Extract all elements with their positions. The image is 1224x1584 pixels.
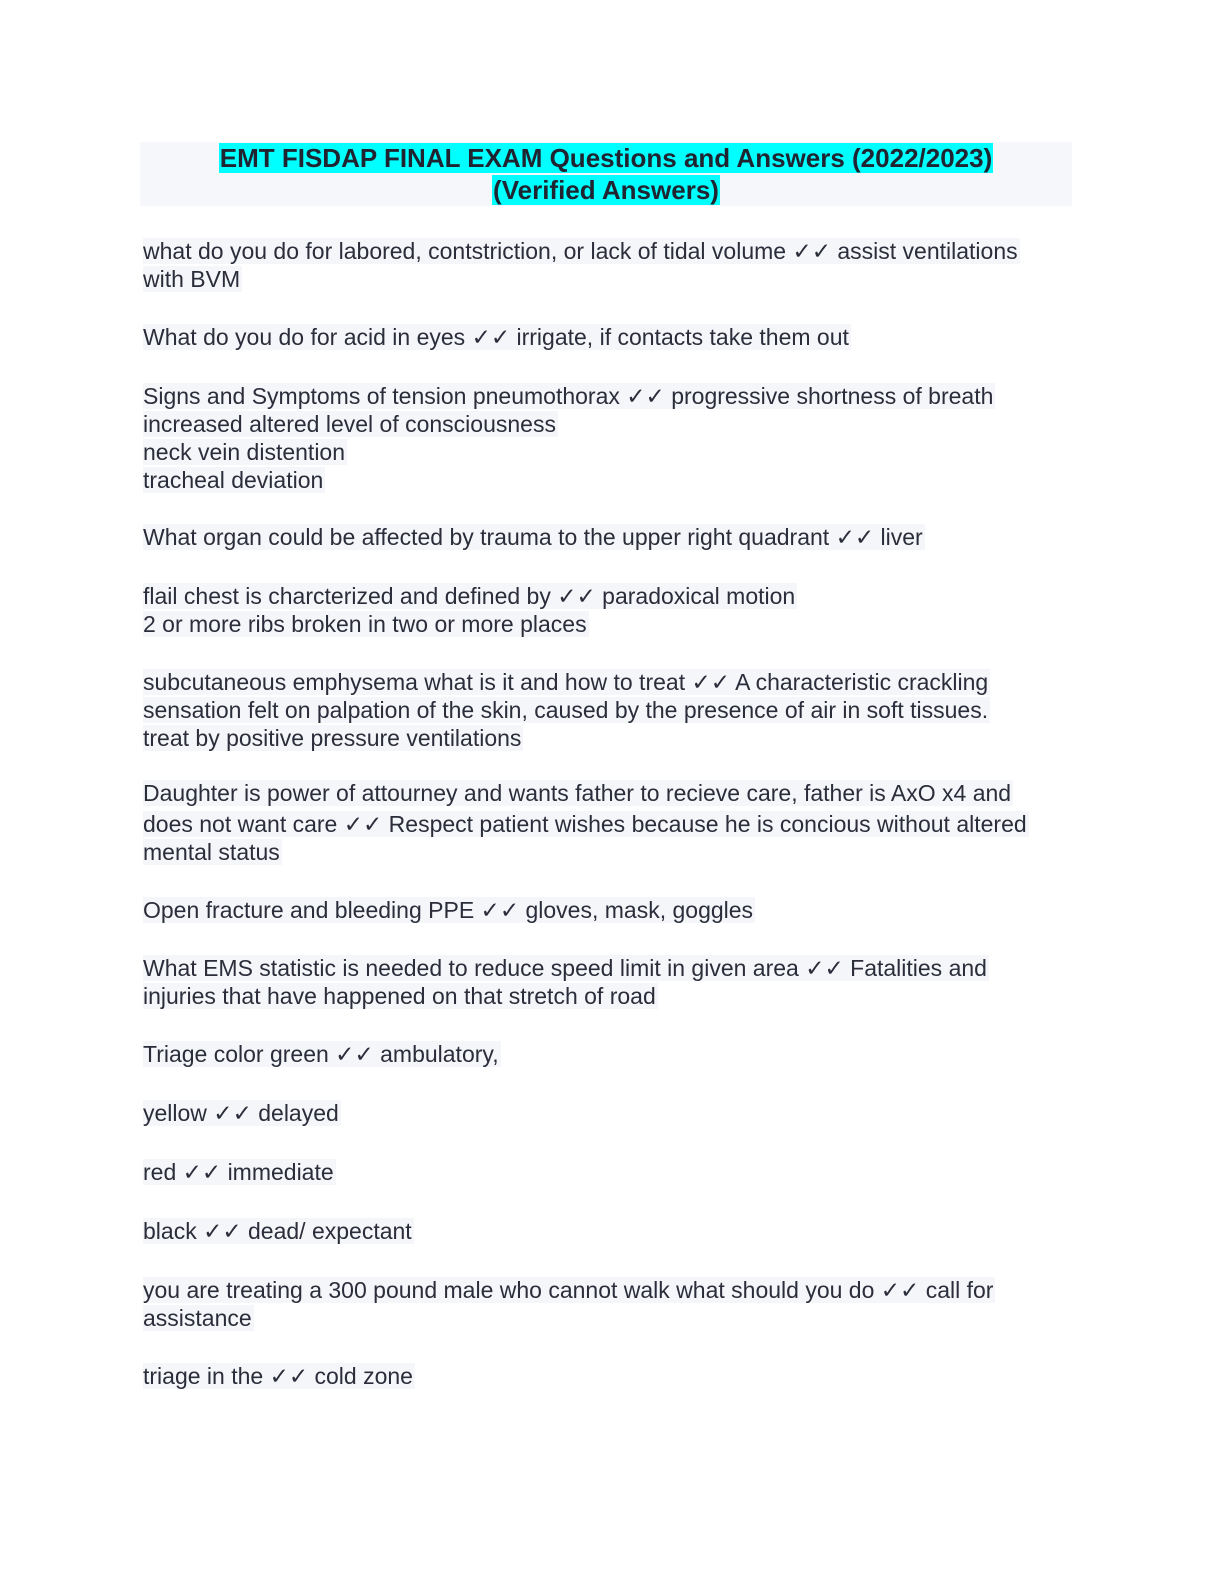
qa-text: What do you do for acid in eyes ✓✓ irrigate, if contacts take them out <box>143 324 849 350</box>
qa-text: mental status <box>143 839 280 865</box>
qa-text: injuries that have happened on that stretch of road <box>143 983 656 1009</box>
qa-text: Signs and Symptoms of tension pneumothorax ✓✓ progressive shortness of breath <box>143 383 994 409</box>
qa-text: subcutaneous emphysema what is it and how to treat ✓✓ A characteristic crackling <box>143 669 989 695</box>
qa-text: Daughter is power of attourney and wants father to recieve care, father is AxO x4 and <box>143 780 1012 806</box>
qa-line <box>143 1099 1073 1127</box>
qa-entry <box>143 1217 1073 1245</box>
title-line-1 <box>140 142 1072 174</box>
qa-text: yellow ✓✓ delayed <box>143 1100 339 1126</box>
qa-line <box>143 810 1073 838</box>
qa-line <box>143 1158 1073 1186</box>
qa-entry <box>143 523 1073 551</box>
qa-text: you are treating a 300 pound male who cannot walk what should you do ✓✓ call for <box>143 1277 994 1303</box>
qa-entry <box>143 382 1073 494</box>
qa-text: treat by positive pressure ventilations <box>143 725 522 751</box>
qa-line <box>143 954 1073 982</box>
qa-line <box>143 610 1073 638</box>
qa-line <box>143 523 1073 551</box>
qa-line <box>143 237 1073 265</box>
qa-line <box>143 1040 1073 1068</box>
qa-entry <box>143 954 1073 1010</box>
qa-entry <box>143 582 1073 638</box>
qa-entry <box>143 668 1073 752</box>
qa-text: assistance <box>143 1305 252 1331</box>
qa-text: What EMS statistic is needed to reduce speed limit in given area ✓✓ Fatalities and <box>143 955 987 981</box>
qa-text: increased altered level of consciousness <box>143 411 556 437</box>
qa-entry <box>143 896 1073 924</box>
qa-line <box>143 410 1073 438</box>
qa-text: with BVM <box>143 266 241 292</box>
qa-text: Open fracture and bleeding PPE ✓✓ gloves, mask, goggles <box>143 897 754 923</box>
qa-line <box>143 696 1073 724</box>
qa-line <box>143 466 1073 494</box>
title-line-2 <box>140 174 1072 206</box>
qa-entry <box>143 1276 1073 1332</box>
qa-text: What organ could be affected by trauma to the upper right quadrant ✓✓ liver <box>143 524 923 550</box>
qa-entry <box>143 237 1073 293</box>
qa-line <box>143 668 1073 696</box>
qa-line <box>143 1276 1073 1304</box>
qa-entry <box>143 1362 1073 1390</box>
qa-text: what do you do for labored, contstriction, or lack of tidal volume ✓✓ assist ventilations <box>143 238 1018 264</box>
qa-line <box>143 438 1073 466</box>
qa-entry <box>143 1099 1073 1127</box>
qa-line <box>143 724 1073 752</box>
qa-text: black ✓✓ dead/ expectant <box>143 1218 412 1244</box>
document-title <box>140 142 1072 206</box>
title-highlight: EMT FISDAP FINAL EXAM Questions and Answers (2022/2023) <box>219 143 993 173</box>
qa-text: Triage color green ✓✓ ambulatory, <box>143 1041 499 1067</box>
qa-text: does not want care ✓✓ Respect patient wishes because he is concious without altered <box>143 811 1027 837</box>
qa-text: red ✓✓ immediate <box>143 1159 334 1185</box>
qa-line <box>143 265 1073 293</box>
qa-line <box>143 1362 1073 1390</box>
qa-text: triage in the ✓✓ cold zone <box>143 1363 413 1389</box>
qa-line <box>143 1217 1073 1245</box>
qa-line <box>143 838 1073 866</box>
qa-entry <box>143 1158 1073 1186</box>
qa-line <box>143 582 1073 610</box>
qa-entry <box>143 323 1073 351</box>
qa-text: neck vein distention <box>143 439 346 465</box>
qa-text: flail chest is charcterized and defined by ✓✓ paradoxical motion <box>143 583 796 609</box>
qa-line <box>143 982 1073 1010</box>
qa-line <box>143 382 1073 410</box>
qa-text: tracheal deviation <box>143 467 324 493</box>
qa-line <box>143 779 1073 807</box>
title-highlight: (Verified Answers) <box>493 175 719 205</box>
qa-entry <box>143 779 1073 866</box>
qa-line <box>143 896 1073 924</box>
qa-line <box>143 1304 1073 1332</box>
qa-text: 2 or more ribs broken in two or more places <box>143 611 587 637</box>
qa-text: sensation felt on palpation of the skin, caused by the presence of air in soft tissues. <box>143 697 989 723</box>
qa-entry <box>143 1040 1073 1068</box>
qa-line <box>143 323 1073 351</box>
